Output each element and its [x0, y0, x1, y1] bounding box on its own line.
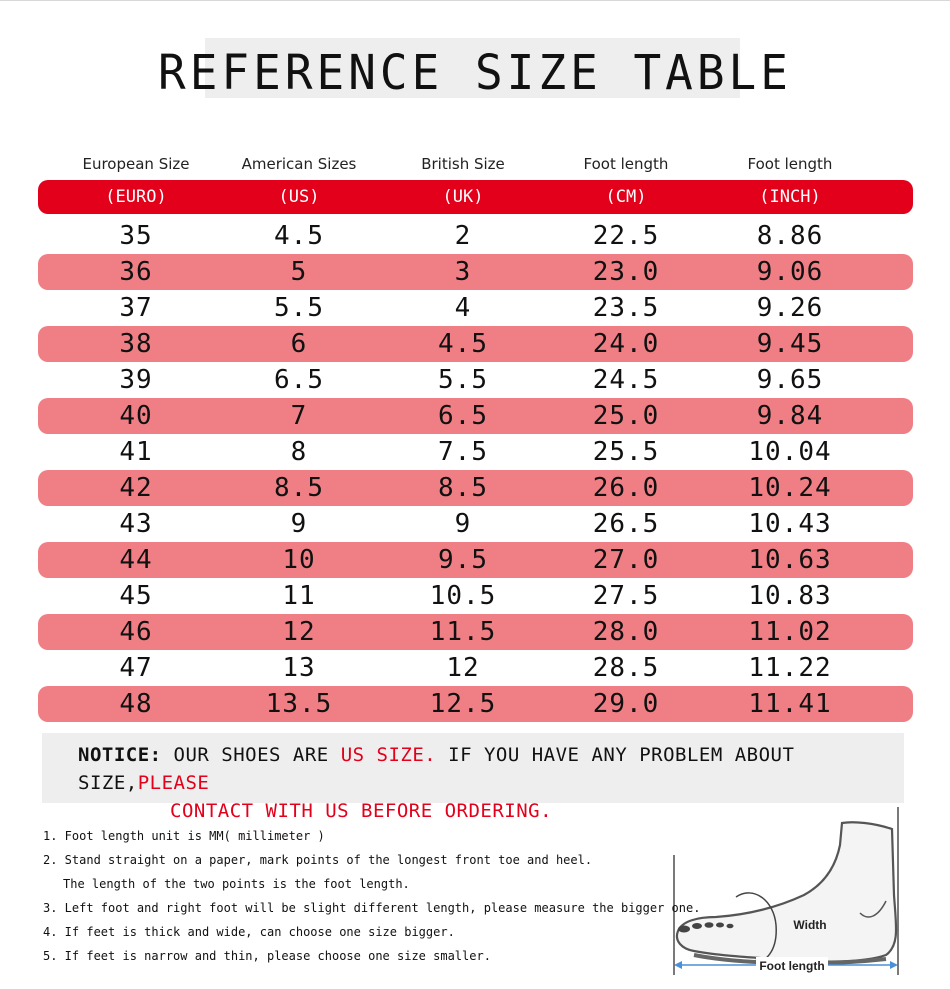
cell-cm: 25.0: [592, 401, 660, 431]
note-item: 3. Left foot and right foot will be slight different length, please measure the bigger one.: [43, 901, 701, 915]
cell-uk: 11.5: [429, 617, 497, 647]
cell-cm: 29.0: [592, 689, 660, 719]
unit-uk: (UK): [442, 187, 484, 207]
cell-euro: 37: [119, 293, 153, 323]
cell-us: 12: [282, 617, 316, 647]
cell-uk: 2: [454, 221, 472, 251]
cell-euro: 43: [119, 509, 153, 539]
cell-cm: 22.5: [592, 221, 660, 251]
table-row: [38, 434, 913, 470]
cell-uk: 9.5: [438, 545, 488, 575]
cell-us: 11: [282, 581, 316, 611]
foot-measurement-diagram: [664, 805, 914, 985]
note-item: 4. If feet is thick and wide, can choose one size bigger.: [43, 925, 455, 939]
cell-uk: 12.5: [429, 689, 497, 719]
width-label: Width: [793, 918, 827, 932]
table-row: [38, 506, 913, 542]
cell-euro: 39: [119, 365, 153, 395]
table-row: [38, 470, 913, 506]
table-row: [38, 686, 913, 722]
table-row: [38, 398, 913, 434]
cell-inch: 11.22: [748, 653, 832, 683]
cell-uk: 12: [446, 653, 480, 683]
page-title: REFERENCE SIZE TABLE: [158, 43, 792, 101]
unit-header-bar: [38, 180, 913, 214]
cell-cm: 23.5: [592, 293, 660, 323]
notice-part1: OUR SHOES ARE: [173, 744, 329, 766]
cell-us: 9: [290, 509, 308, 539]
cell-inch: 10.63: [748, 545, 832, 575]
cell-uk: 3: [454, 257, 472, 287]
cell-inch: 10.83: [748, 581, 832, 611]
cell-uk: 4: [454, 293, 472, 323]
table-row: [38, 578, 913, 614]
table-row: [38, 650, 913, 686]
table-row: [38, 290, 913, 326]
notice-please: PLEASE: [137, 772, 210, 794]
header-inch: Foot length: [747, 155, 833, 173]
cell-euro: 47: [119, 653, 153, 683]
notice-us-size: US SIZE.: [340, 744, 437, 766]
foot-illustration: [664, 805, 914, 985]
cell-cm: 24.0: [592, 329, 660, 359]
table-row: [38, 614, 913, 650]
cell-us: 13: [282, 653, 316, 683]
cell-us: 8: [290, 437, 308, 467]
cell-euro: 48: [119, 689, 153, 719]
unit-us: (US): [278, 187, 320, 207]
header-uk: British Size: [421, 155, 505, 173]
cell-us: 10: [282, 545, 316, 575]
header-us: American Sizes: [241, 155, 357, 173]
cell-cm: 24.5: [592, 365, 660, 395]
cell-euro: 36: [119, 257, 153, 287]
cell-euro: 40: [119, 401, 153, 431]
cell-inch: 9.45: [756, 329, 824, 359]
cell-inch: 9.65: [756, 365, 824, 395]
cell-uk: 5.5: [438, 365, 488, 395]
cell-us: 8.5: [274, 473, 324, 503]
cell-cm: 23.0: [592, 257, 660, 287]
cell-uk: 4.5: [438, 329, 488, 359]
cell-us: 7: [290, 401, 308, 431]
cell-inch: 9.26: [756, 293, 824, 323]
cell-cm: 26.5: [592, 509, 660, 539]
cell-inch: 10.24: [748, 473, 832, 503]
cell-us: 4.5: [274, 221, 324, 251]
cell-us: 6.5: [274, 365, 324, 395]
cell-inch: 10.04: [748, 437, 832, 467]
note-item: 5. If feet is narrow and thin, please choose one size smaller.: [43, 949, 491, 963]
cell-us: 5: [290, 257, 308, 287]
cell-us: 5.5: [274, 293, 324, 323]
notice-contact: CONTACT WITH US BEFORE ORDERING.: [170, 800, 553, 822]
cell-cm: 28.5: [592, 653, 660, 683]
table-row: [38, 362, 913, 398]
cell-uk: 8.5: [438, 473, 488, 503]
table-row: [38, 542, 913, 578]
cell-inch: 8.86: [756, 221, 824, 251]
cell-euro: 45: [119, 581, 153, 611]
header-cm: Foot length: [583, 155, 669, 173]
cell-euro: 44: [119, 545, 153, 575]
cell-cm: 25.5: [592, 437, 660, 467]
cell-inch: 11.02: [748, 617, 832, 647]
cell-cm: 26.0: [592, 473, 660, 503]
cell-inch: 9.84: [756, 401, 824, 431]
cell-euro: 35: [119, 221, 153, 251]
cell-euro: 42: [119, 473, 153, 503]
cell-cm: 28.0: [592, 617, 660, 647]
cell-us: 13.5: [265, 689, 333, 719]
top-divider: [0, 0, 950, 1]
cell-cm: 27.5: [592, 581, 660, 611]
notice-part2: IF YOU HAVE ANY PROBLEM ABOUT SIZE,: [78, 744, 795, 794]
cell-uk: 7.5: [438, 437, 488, 467]
unit-euro: (EURO): [105, 187, 167, 207]
header-euro: European Size: [82, 155, 190, 173]
column-headers: [38, 152, 913, 176]
cell-inch: 10.43: [748, 509, 832, 539]
unit-inch: (INCH): [759, 187, 821, 207]
cell-cm: 27.0: [592, 545, 660, 575]
cell-uk: 10.5: [429, 581, 497, 611]
size-table: [38, 218, 913, 722]
table-row: [38, 326, 913, 362]
cell-us: 6: [290, 329, 308, 359]
table-row: [38, 254, 913, 290]
notice-box: [42, 733, 904, 822]
note-item: 2. Stand straight on a paper, mark points of the longest front toe and heel.: [43, 853, 593, 867]
cell-euro: 41: [119, 437, 153, 467]
cell-uk: 6.5: [438, 401, 488, 431]
note-item: 1. Foot length unit is MM( millimeter ): [43, 829, 325, 843]
notice-label: NOTICE:: [78, 744, 162, 766]
cell-inch: 9.06: [756, 257, 824, 287]
note-item: The length of the two points is the foot length.: [63, 877, 410, 891]
cell-euro: 46: [119, 617, 153, 647]
cell-inch: 11.41: [748, 689, 832, 719]
table-row: [38, 218, 913, 254]
measurement-notes: [43, 824, 701, 968]
unit-cm: (CM): [605, 187, 647, 207]
foot-length-label: Foot length: [759, 959, 825, 973]
cell-uk: 9: [454, 509, 472, 539]
cell-euro: 38: [119, 329, 153, 359]
